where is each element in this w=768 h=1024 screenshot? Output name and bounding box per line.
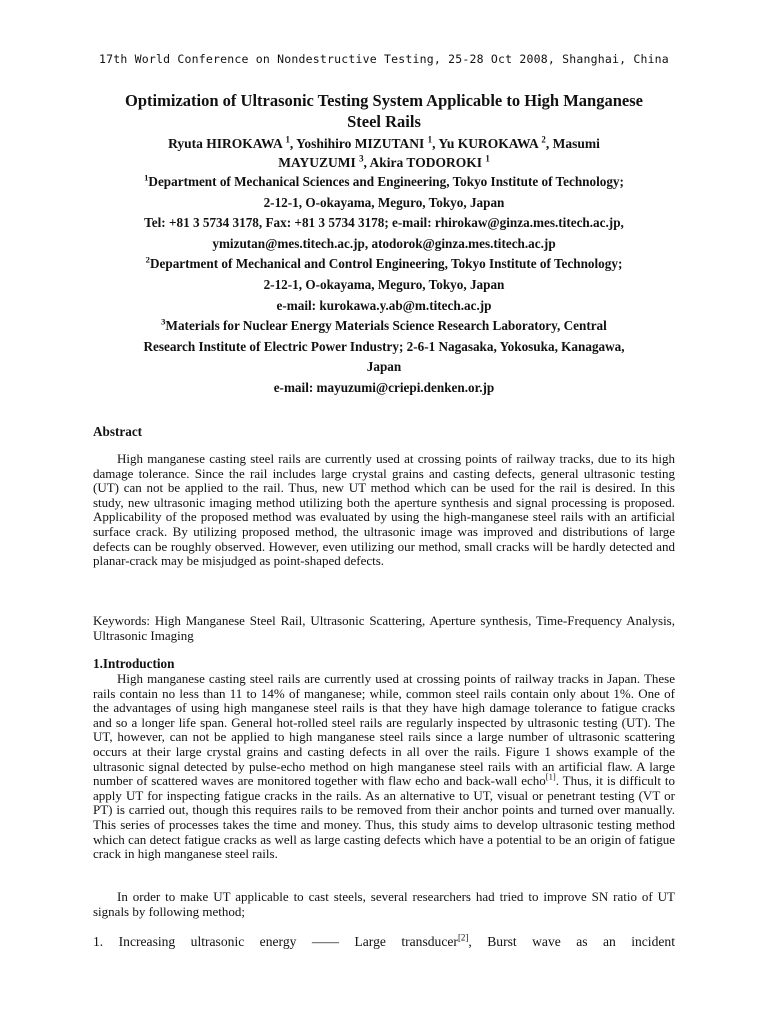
affiliation-2-line-1 — [60, 254, 708, 275]
affiliation-3-line-1 — [60, 316, 708, 337]
introduction-paragraph-2: In order to make UT applicable to cast steels, several researchers had tried to improve SN ratio of UT signals by following method; — [93, 889, 675, 919]
abstract-heading: Abstract — [93, 424, 143, 439]
author-affiliation-mark: 1 — [285, 134, 290, 145]
affiliation-2-text: Department of Mechanical and Control Engineering, Tokyo Institute of Technology; — [150, 256, 623, 272]
author-name: Ryuta HIROKAWA — [168, 136, 283, 151]
introduction-heading: 1.Introduction — [93, 656, 175, 671]
title-line-1: Optimization of Ultrasonic Testing System Applicable to High Manganese — [125, 91, 643, 110]
author-list — [90, 134, 678, 172]
affiliation-1-mark: 1 — [144, 172, 149, 183]
author-separator: , — [363, 155, 370, 170]
author-separator: , Masumi — [545, 136, 600, 151]
affiliation-1-line-4: ymizutan@mes.titech.ac.jp, atodorok@ginza.mes.titech.ac.jp — [212, 235, 556, 251]
author-affiliation-mark: 1 — [485, 153, 490, 164]
paper-title — [90, 90, 678, 132]
method-list-item-1 — [93, 934, 675, 950]
affiliation-1-line-3: Tel: +81 3 5734 3178, Fax: +81 3 5734 3178; e-mail: rhirokaw@ginza.mes.titech.ac.jp, — [144, 215, 624, 231]
affiliation-3-line-2: Research Institute of Electric Power Industry; 2-6-1 Nagasaka, Yokosuka, Kanagawa, — [143, 338, 625, 354]
citation-ref: [2] — [457, 934, 469, 943]
affiliation-2-line-2: 2-12-1, O-okayama, Meguro, Tokyo, Japan — [263, 276, 505, 292]
affiliation-3-line-4: e-mail: mayuzumi@criepi.denken.or.jp — [273, 379, 495, 395]
author-name: Yoshihiro MIZUTANI — [296, 136, 425, 151]
author-name: Yu KUROKAWA — [438, 136, 539, 151]
affiliation-1-line-2: 2-12-1, O-okayama, Meguro, Tokyo, Japan — [263, 194, 505, 210]
introduction-paragraph-1-part-b: . Thus, it is difficult to apply UT for inspecting fatigue cracks in the rails. As an alternative to UT, visual or penetrant testing (VT or PT) is carried out, though this requires rails to be removed from their anchor points and turned over manually. This series of processes takes the time and money. Thus, this study aims to develop ultrasonic testing method which can detect fatigue cracks as well as large casting defects which have a potential to be an origin of fatigue crack in high manganese steel rails. — [93, 773, 675, 862]
introduction-paragraph-1 — [93, 672, 675, 862]
affiliation-1-text: Department of Mechanical Sciences and Engineering, Tokyo Institute of Technology; — [148, 174, 624, 189]
method-list-item-1-part-a: 1. Increasing ultrasonic energy —— Large transducer — [93, 934, 458, 949]
affiliation-1-line-1 — [60, 172, 708, 193]
citation-ref: [1] — [545, 771, 556, 782]
author-affiliation-mark: 3 — [359, 153, 364, 164]
affiliations — [60, 172, 708, 399]
introduction-paragraph-1-part-a: High manganese casting steel rails are currently used at crossing points of railway tracks in Japan. These rails contain no less than 11 to 14% of manganese; while, common steel rails contain only about 1%. One of the advantages of using high manganese steel rails is that they have high damage tolerance to fatigue cracks and so a longer life span. General hot-rolled steel rails are regularly inspected by ultrasonic testing (UT). The UT, however, can not be applied to high manganese steel rails since a large number of ultrasonic scattering occurs at their large crystal grains and casting defects in all over the rails. Figure 1 shows example of the ultrasonic signal detected by pulse-echo method on high manganese steel rails with an artificial flaw. A large number of scattered waves are monitored together with flaw echo and back-wall echo — [93, 671, 675, 789]
affiliation-3-line-3: Japan — [366, 359, 402, 375]
author-separator: , — [432, 136, 439, 151]
abstract-text: High manganese casting steel rails are currently used at crossing points of railway tracks, due to its high damage tolerance. Since the rail includes large crystal grains and casting defects, general ultrasonic testing (UT) can not be applied to the rail. Thus, new UT method which can be used for the rail is desired. In this study, new ultrasonic imaging method utilizing both the aperture synthesis and signal processing is proposed. Applicability of the proposed method was evaluated by using the high-manganese steel rails with an artificial surface crack. By utilizing proposed method, the ultrasonic image was improved and distributions of large defects can be roughly observed. However, even utilizing our method, small cracks will be hardly detected and planar-crack may be misjudged as point-shaped defects. — [93, 451, 675, 569]
affiliation-2-line-3: e-mail: kurokawa.y.ab@m.titech.ac.jp — [276, 297, 492, 313]
affiliation-3-mark: 3 — [161, 316, 166, 327]
author-separator: , — [289, 136, 297, 151]
author-affiliation-mark: 2 — [541, 134, 546, 145]
keywords: Keywords: High Manganese Steel Rail, Ultrasonic Scattering, Aperture synthesis, Time-Frequency Analysis, Ultrasonic Imaging — [93, 613, 675, 643]
author-name: Akira TODOROKI — [369, 155, 482, 170]
author-name: MAYUZUMI — [278, 155, 356, 170]
title-line-2: Steel Rails — [347, 112, 421, 131]
affiliation-2-mark: 2 — [145, 254, 150, 265]
author-affiliation-mark: 1 — [427, 134, 433, 145]
method-list-item-1-part-b: , Burst wave as an incident — [468, 934, 675, 949]
conference-header: 17th World Conference on Nondestructive Testing, 25-28 Oct 2008, Shanghai, China — [99, 52, 669, 66]
affiliation-3-text: Materials for Nuclear Energy Materials Science Research Laboratory, Central — [165, 318, 607, 334]
